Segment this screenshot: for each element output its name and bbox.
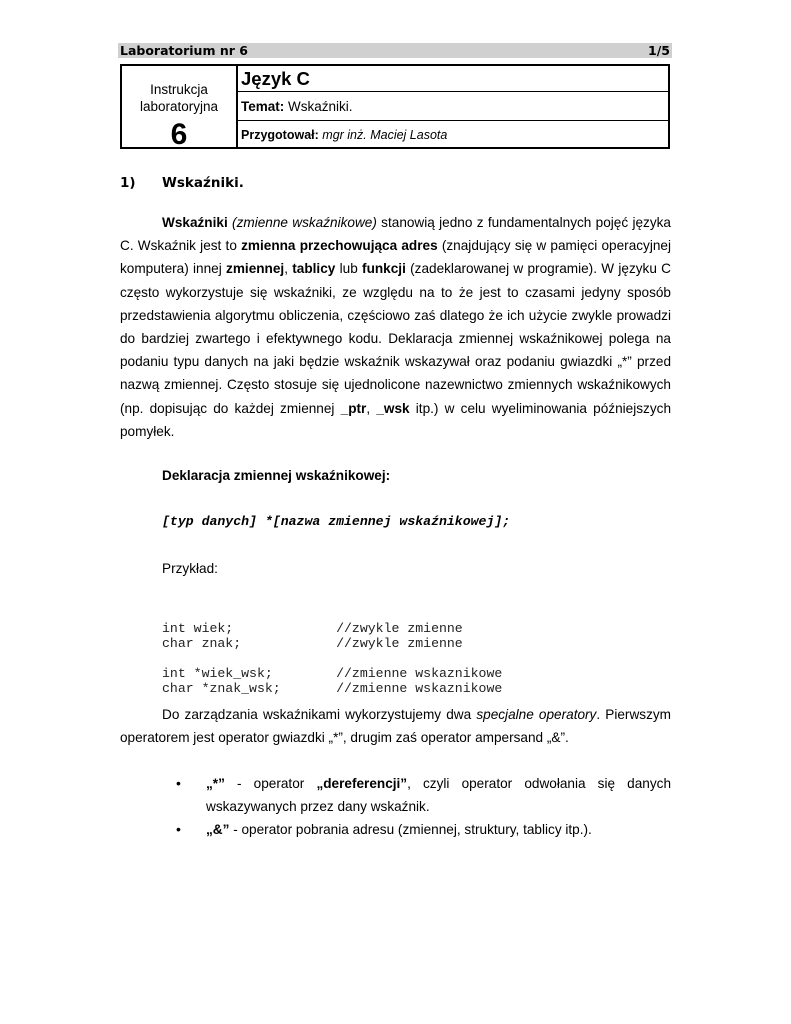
intro-sep-3: ,	[366, 400, 377, 416]
declaration-syntax: [typ danych] *[nazwa zmiennej wskaźnikowej];	[162, 514, 511, 529]
operators-text-1: Do zarządzania wskaźnikami wykorzystujemy dwa	[162, 707, 477, 722]
page-number: 1/5	[648, 43, 670, 58]
intro-kw-function: funkcji	[362, 261, 406, 277]
author-value: mgr inż. Maciej Lasota	[322, 128, 448, 142]
section-heading	[120, 175, 244, 191]
instruction-label-line1: Instrukcja	[150, 82, 208, 97]
author-row	[238, 121, 668, 147]
intro-suffix-ptr: _ptr	[340, 400, 367, 416]
bullet-icon: •	[176, 775, 181, 791]
page-header	[118, 43, 672, 58]
operators-paragraph	[120, 703, 671, 749]
intro-term-alt: (zmienne wskaźnikowe)	[232, 215, 377, 230]
operator-symbol: „&”	[206, 822, 230, 837]
topic-value: Wskaźniki.	[288, 99, 353, 114]
intro-paragraph	[120, 211, 671, 443]
operators-special: specjalne operatory	[476, 707, 597, 722]
bullet-icon: •	[176, 821, 181, 837]
code-line	[162, 651, 502, 666]
intro-suffix-wsk: _wsk	[376, 400, 410, 416]
author-label: Przygotował:	[241, 128, 319, 142]
instruction-label-cell	[122, 66, 238, 151]
operators-text-2: . Pierwszym operatorem jest operator gwiazdki „*”, drugim zaś operator ampersand „&”.	[120, 707, 671, 746]
code-line: char *znak_wsk; //zmienne wskaznikowe	[162, 681, 503, 696]
intro-term: Wskaźniki	[162, 215, 228, 230]
operator-symbol: „*”	[206, 776, 225, 791]
list-item	[176, 818, 671, 841]
list-item	[176, 772, 671, 818]
operators-list	[176, 772, 671, 841]
intro-text-4: itp.) w celu wyeliminowania późniejszych pomyłek.	[120, 400, 672, 439]
section-number: 1)	[120, 175, 136, 191]
operator-term: „dereferencji”	[316, 776, 408, 791]
section-title: Wskaźniki.	[162, 175, 244, 191]
title-box	[120, 64, 670, 149]
example-label: Przykład:	[162, 561, 218, 576]
instruction-number: 6	[170, 118, 188, 151]
instruction-label-line2: laboratoryjna	[139, 99, 219, 114]
operator-text: - operator pobrania adresu (zmiennej, struktury, tablicy itp.).	[229, 822, 592, 837]
code-line: int *wiek_wsk; //zmienne wskaznikowe	[162, 666, 503, 681]
intro-definition: zmienna przechowująca adres	[241, 238, 438, 254]
operator-description: , czyli operator odwołania się danych wskazywanych przez dany wskaźnik.	[206, 776, 672, 814]
intro-sep-2: lub	[335, 261, 363, 277]
intro-text-1: stanowią jedno z fundamentalnych pojęć języka C. Wskaźnik jest to	[120, 215, 671, 254]
operator-text: - operator	[224, 776, 317, 791]
intro-text-2: (znajdujący się w pamięci operacyjnej komputera) innej	[120, 238, 672, 277]
intro-text-3: (zadeklarowanej w programie). W języku C często wykorzystuje się wskaźniki, ze względu na to że jest to czasami jedyny sposób przedstawienia algorytmu obliczenia, częściowo zaś dlatego że ich użycie zwykle prowadzi do bardziej zwartego i efektywnego kodu. Deklaracja zmiennej wskaźnikowej polega na podaniu typu danych na jaki będzie wskaźnik wskazywał oraz podaniu gwiazdki „*” przed nazwą zmiennej. Często stosuje się ujednolicone nazewnictwo zmiennych wskaźnikowych (np. dopisując do każdej zmiennej	[120, 261, 671, 416]
instruction-label	[122, 81, 236, 115]
course-title: Język C	[238, 66, 668, 92]
topic-label: Temat:	[241, 99, 285, 114]
intro-kw-variable: zmiennej	[226, 261, 285, 277]
code-line: char znak; //zwykle zmienne	[162, 636, 463, 651]
code-line: int wiek; //zwykle zmienne	[162, 621, 463, 636]
topic-row	[238, 92, 668, 121]
lab-number: Laboratorium nr 6	[120, 43, 248, 58]
declaration-label: Deklaracja zmiennej wskaźnikowej:	[162, 468, 391, 483]
code-example	[162, 606, 502, 696]
intro-kw-array: tablicy	[292, 261, 336, 277]
intro-sep-1: ,	[284, 261, 293, 277]
